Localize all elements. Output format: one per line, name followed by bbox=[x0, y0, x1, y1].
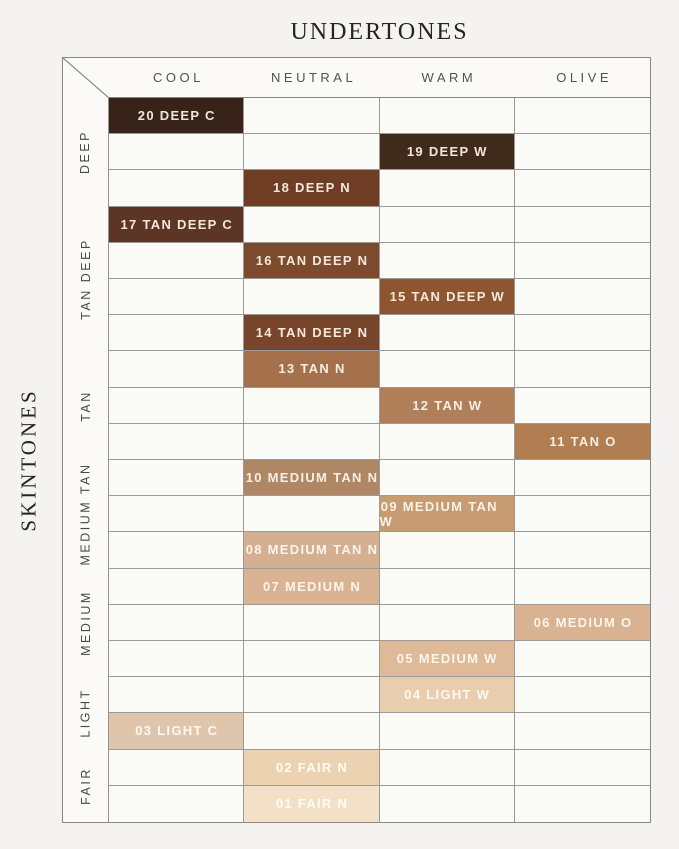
empty-cell bbox=[380, 532, 515, 568]
empty-cell bbox=[515, 243, 650, 279]
shade-cell-05-medium-w bbox=[380, 641, 515, 677]
shade-label: 01 FAIR N bbox=[275, 796, 349, 812]
empty-cell bbox=[380, 569, 515, 605]
skintone-group-label: FAIR bbox=[78, 766, 93, 805]
shade-label: 12 TAN W bbox=[412, 397, 483, 413]
shade-cell-18-deep-n bbox=[244, 170, 379, 206]
shade-label: 04 LIGHT W bbox=[404, 687, 491, 703]
shade-cell-08-medium-tan-n bbox=[244, 532, 379, 568]
empty-cell bbox=[109, 677, 244, 713]
empty-cell bbox=[244, 424, 379, 460]
skintone-group-label: MEDIUM bbox=[78, 590, 93, 656]
empty-cell bbox=[515, 786, 650, 822]
empty-cell bbox=[515, 388, 650, 424]
shade-label: 07 MEDIUM N bbox=[262, 578, 362, 594]
undertone-header-row bbox=[109, 58, 650, 98]
empty-cell bbox=[380, 786, 515, 822]
shade-label: 06 MEDIUM O bbox=[533, 614, 633, 630]
empty-cell bbox=[109, 605, 244, 641]
empty-cell bbox=[244, 496, 379, 532]
empty-cell bbox=[244, 279, 379, 315]
empty-cell bbox=[244, 388, 379, 424]
skintone-group-medium bbox=[63, 569, 108, 678]
empty-cell bbox=[380, 713, 515, 749]
shade-cell-03-light-c bbox=[109, 713, 244, 749]
empty-cell bbox=[380, 315, 515, 351]
undertone-header-warm: WARM bbox=[421, 70, 477, 85]
empty-cell bbox=[109, 315, 244, 351]
empty-cell bbox=[515, 750, 650, 786]
shade-label: 05 MEDIUM W bbox=[396, 651, 498, 667]
empty-cell bbox=[380, 424, 515, 460]
shade-cell-19-deep-w bbox=[380, 134, 515, 170]
shade-label: 19 DEEP W bbox=[406, 144, 488, 160]
empty-cell bbox=[515, 170, 650, 206]
shade-label: 14 TAN DEEP N bbox=[255, 325, 369, 341]
undertone-header-neutral: NEUTRAL bbox=[271, 70, 357, 85]
empty-cell bbox=[515, 677, 650, 713]
empty-cell bbox=[515, 134, 650, 170]
skintone-group-tan-deep bbox=[63, 207, 108, 352]
empty-cell bbox=[380, 750, 515, 786]
empty-cell bbox=[244, 134, 379, 170]
shade-cell-14-tan-deep-n bbox=[244, 315, 379, 351]
empty-cell bbox=[244, 641, 379, 677]
skintone-group-label: MEDIUM TAN bbox=[78, 462, 93, 566]
empty-cell bbox=[380, 98, 515, 134]
empty-cell bbox=[515, 496, 650, 532]
empty-cell bbox=[380, 207, 515, 243]
skintone-group-tan bbox=[63, 351, 108, 460]
shade-label: 20 DEEP C bbox=[137, 108, 216, 124]
empty-cell bbox=[109, 641, 244, 677]
empty-cell bbox=[244, 605, 379, 641]
empty-cell bbox=[515, 315, 650, 351]
empty-cell bbox=[515, 569, 650, 605]
empty-cell bbox=[109, 243, 244, 279]
shade-cell-17-tan-deep-c bbox=[109, 207, 244, 243]
empty-cell bbox=[109, 351, 244, 387]
empty-cell bbox=[244, 207, 379, 243]
corner-diagonal-icon bbox=[63, 58, 109, 98]
empty-cell bbox=[109, 134, 244, 170]
shade-label: 11 TAN O bbox=[549, 433, 617, 449]
shade-label: 10 MEDIUM TAN N bbox=[245, 470, 379, 486]
shade-label: 16 TAN DEEP N bbox=[255, 252, 369, 268]
empty-cell bbox=[109, 750, 244, 786]
shade-label: 15 TAN DEEP W bbox=[389, 289, 505, 305]
shade-cell-12-tan-w bbox=[380, 388, 515, 424]
shade-table bbox=[62, 57, 651, 823]
empty-cell bbox=[109, 424, 244, 460]
empty-cell bbox=[109, 388, 244, 424]
shade-label: 02 FAIR N bbox=[275, 759, 349, 775]
shade-cell-07-medium-n bbox=[244, 569, 379, 605]
shade-cell-06-medium-o bbox=[515, 605, 650, 641]
empty-cell bbox=[109, 532, 244, 568]
shade-cell-20-deep-c bbox=[109, 98, 244, 134]
empty-cell bbox=[515, 460, 650, 496]
empty-cell bbox=[380, 605, 515, 641]
empty-cell bbox=[515, 98, 650, 134]
empty-cell bbox=[109, 170, 244, 206]
skintone-label-column bbox=[63, 98, 109, 822]
shade-label: 09 MEDIUM TAN W bbox=[379, 498, 498, 529]
empty-cell bbox=[109, 279, 244, 315]
empty-cell bbox=[244, 713, 379, 749]
undertone-header-olive: OLIVE bbox=[556, 70, 613, 85]
empty-cell bbox=[515, 532, 650, 568]
empty-cell bbox=[515, 713, 650, 749]
skintones-axis-title: SKINTONES bbox=[16, 388, 41, 532]
empty-cell bbox=[109, 786, 244, 822]
shade-cell-01-fair-n bbox=[244, 786, 379, 822]
shade-cell-11-tan-o bbox=[515, 424, 650, 460]
empty-cell bbox=[515, 641, 650, 677]
empty-cell bbox=[109, 496, 244, 532]
shade-cell-09-medium-tan-w bbox=[380, 496, 515, 532]
shade-label: 03 LIGHT C bbox=[135, 723, 219, 739]
page-title: UNDERTONES bbox=[290, 19, 469, 45]
empty-cell bbox=[244, 98, 379, 134]
shade-label: 08 MEDIUM TAN N bbox=[245, 542, 379, 558]
shade-label: 17 TAN DEEP C bbox=[120, 216, 234, 232]
shade-cell-10-medium-tan-n bbox=[244, 460, 379, 496]
skintone-group-medium-tan bbox=[63, 460, 108, 569]
skintone-group-label: LIGHT bbox=[78, 688, 93, 739]
shade-cell-15-tan-deep-w bbox=[380, 279, 515, 315]
empty-cell bbox=[515, 351, 650, 387]
shade-cell-16-tan-deep-n bbox=[244, 243, 379, 279]
skintone-group-label: TAN DEEP bbox=[78, 238, 93, 320]
empty-cell bbox=[380, 170, 515, 206]
skintone-group-label: DEEP bbox=[78, 130, 93, 175]
shade-grid bbox=[109, 98, 650, 822]
shade-label: 13 TAN N bbox=[278, 361, 346, 377]
skintone-group-light bbox=[63, 677, 108, 749]
empty-cell bbox=[109, 460, 244, 496]
undertone-header-cool: COOL bbox=[152, 70, 204, 85]
shade-label: 18 DEEP N bbox=[273, 180, 351, 196]
empty-cell bbox=[515, 279, 650, 315]
empty-cell bbox=[380, 460, 515, 496]
shade-cell-04-light-w bbox=[380, 677, 515, 713]
skintone-group-fair bbox=[63, 750, 108, 822]
empty-cell bbox=[380, 243, 515, 279]
empty-cell bbox=[515, 207, 650, 243]
skintone-group-label: TAN bbox=[78, 389, 93, 422]
skintone-group-deep bbox=[63, 98, 108, 207]
shade-cell-02-fair-n bbox=[244, 750, 379, 786]
shade-cell-13-tan-n bbox=[244, 351, 379, 387]
empty-cell bbox=[244, 677, 379, 713]
empty-cell bbox=[380, 351, 515, 387]
empty-cell bbox=[109, 569, 244, 605]
